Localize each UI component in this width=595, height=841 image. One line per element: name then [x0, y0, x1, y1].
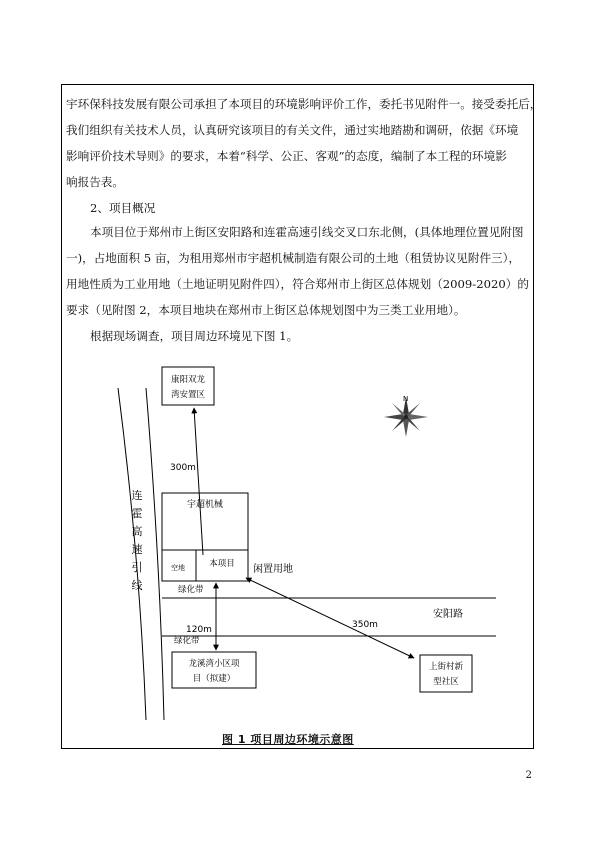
dist-north-label: 300m — [170, 463, 196, 473]
compass-north-label: N — [403, 395, 409, 403]
yuchao-label: 宇超机械 — [186, 500, 224, 510]
para1-line2: 我们组织有关技术人员，认真研究该项目的有关文件，通过实地踏勘和调研，依据《环境 — [66, 123, 519, 137]
figure-caption: 图 1 项目周边环境示意图 — [222, 733, 354, 746]
highway-label-5: 引 — [131, 561, 143, 574]
longxi-label-1: 龙溪湾小区项 — [188, 659, 240, 669]
highway-label-6: 线 — [131, 579, 143, 592]
section-heading: 2、项目概况 — [90, 201, 156, 215]
shangjie-label-1: 上街村新 — [428, 662, 464, 672]
para2-line1: 本项目位于郑州市上街区安阳路和连霍高速引线交叉口东北侧，(具体地理位置见附图 — [90, 225, 524, 239]
resettlement-label-1: 康阳双龙 — [170, 375, 206, 385]
para1-line1: 宇环保科技发展有限公司承担了本项目的环境影响评价工作，委托书见附件一。接受委托后， — [66, 97, 542, 111]
longxi-label-2: 目（拟建） — [192, 674, 236, 684]
resettlement-label-2: 湾安置区 — [170, 390, 206, 400]
highway-label-2: 霍 — [131, 507, 143, 520]
para1-line4: 响报告表。 — [66, 175, 124, 189]
para2-line2: 一)，占地面积 5 亩，为租用郑州市宇超机械制造有限公司的土地（租赁协议见附件三）， — [66, 251, 521, 265]
road-label: 安阳路 — [433, 609, 463, 620]
shangjie-label-2: 型社区 — [433, 677, 459, 687]
green-belt-top-label: 绿化带 — [178, 585, 204, 595]
highway-label-4: 速 — [131, 543, 143, 556]
highway-edge-right — [146, 388, 164, 720]
para3-line1: 根据现场调查，项目周边环境见下图 1。 — [90, 329, 299, 343]
empty-land-label: 空地 — [171, 564, 185, 572]
highway-label-1: 连 — [131, 489, 143, 502]
para2-line4: 要求（见附图 2，本项目地块在郑州市上街区总体规划图中为三类工业用地）。 — [66, 303, 466, 317]
arrow-north — [194, 408, 203, 555]
para1-line3: 影响评价技术导则》的要求，本着“科学、公正、客观”的态度，编制了本工程的环境影 — [66, 149, 507, 163]
compass-icon — [384, 397, 428, 437]
idle-land-label: 闲置用地 — [253, 564, 293, 575]
page-number: 2 — [525, 770, 532, 781]
green-belt-bottom-label: 绿化带 — [174, 636, 200, 646]
para2-line3: 用地性质为工业用地（土地证明见附件四），符合郑州市上街区总体规划（2009-2020）的 — [66, 277, 529, 291]
highway-label-3: 高 — [131, 525, 143, 538]
arrow-southeast — [246, 578, 414, 658]
dist-se-label: 350m — [352, 620, 378, 630]
project-label: 本项目 — [209, 559, 235, 569]
dist-south-label: 120m — [186, 625, 212, 635]
